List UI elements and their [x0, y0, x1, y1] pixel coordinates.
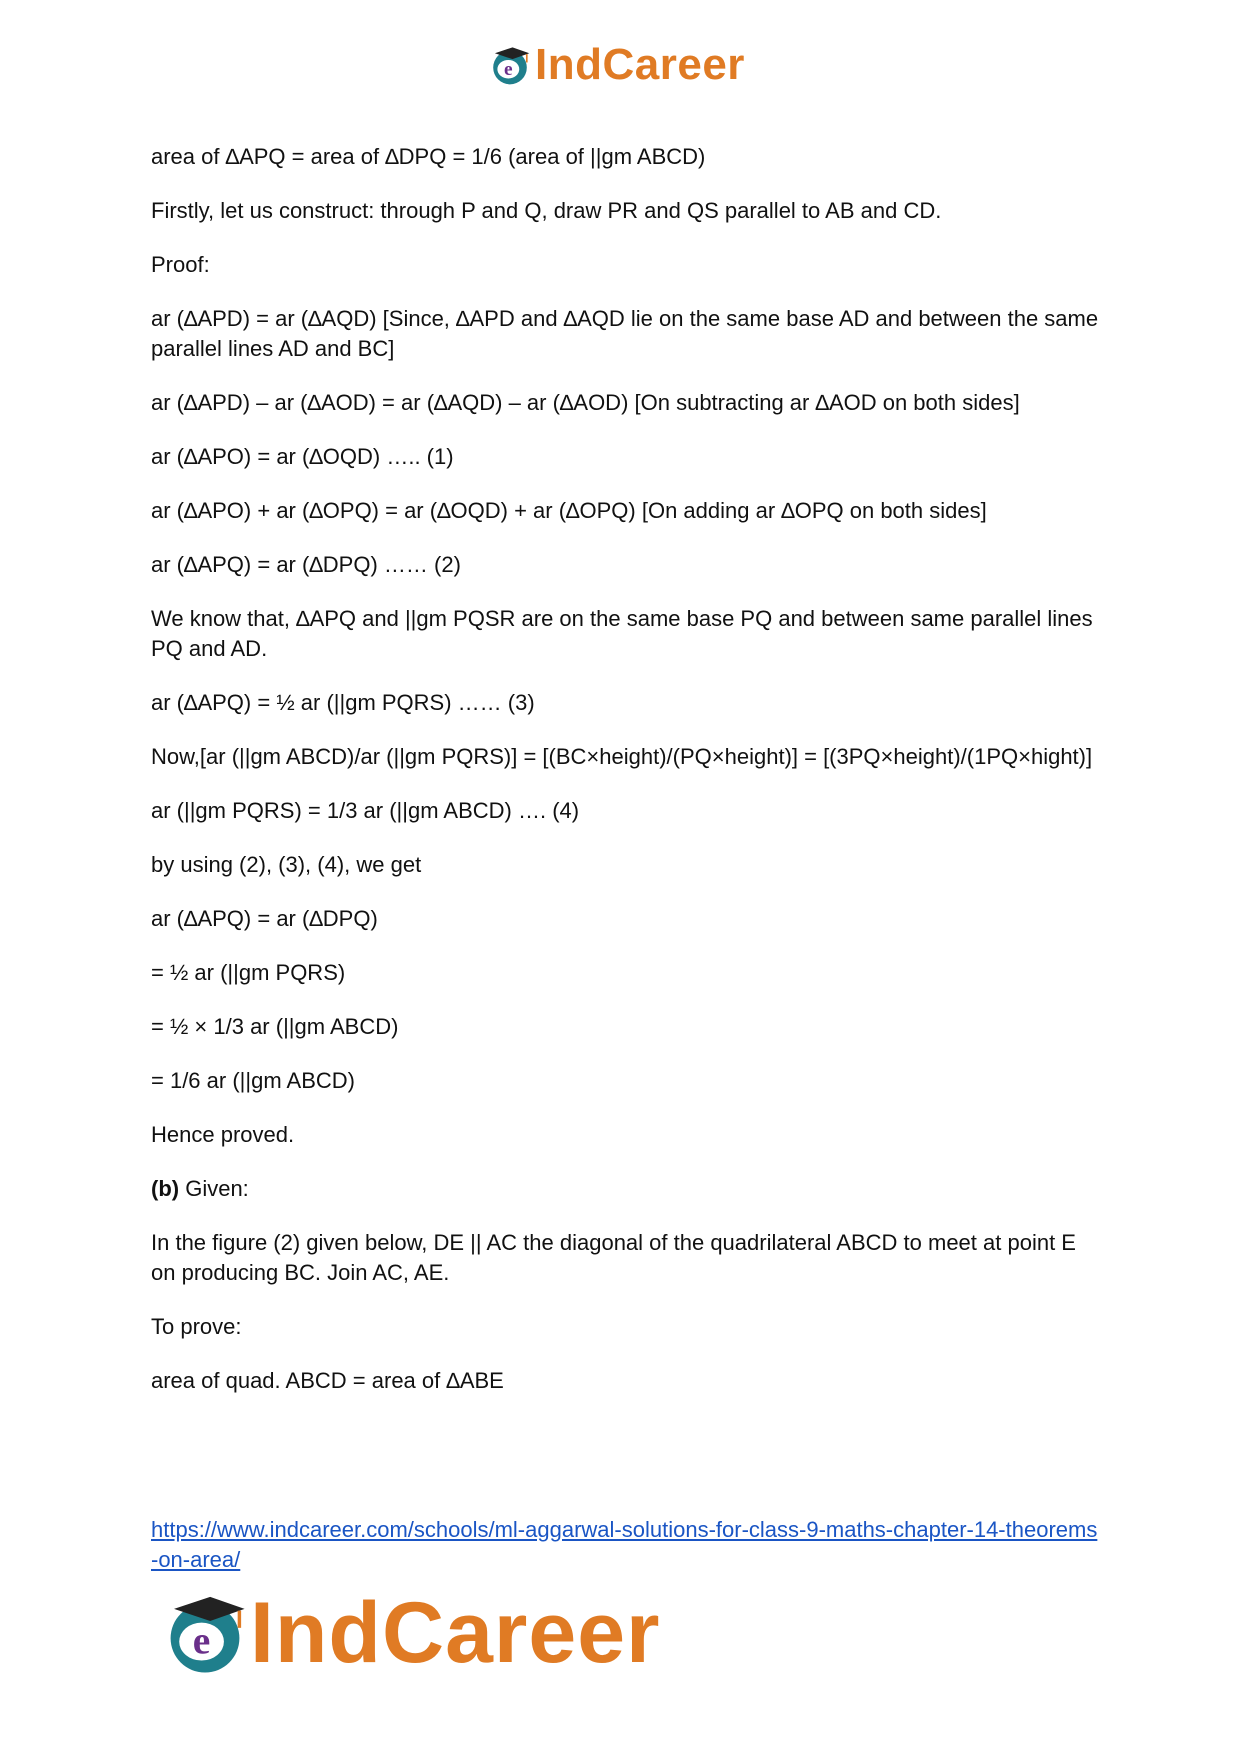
paragraph: = ½ × 1/3 ar (||gm ABCD) [151, 1014, 399, 1039]
paragraph: = ½ ar (||gm PQRS) [151, 960, 346, 985]
paragraph: Now,[ar (||gm ABCD)/ar (||gm PQRS)] = [(BC×height)/(PQ×height)] = [(3PQ×height)/(1PQ×hight)] [151, 744, 1093, 769]
footer-logo-text: IndCareer [250, 1585, 661, 1681]
header-logo [489, 40, 745, 90]
paragraph: We know that, ∆APQ and ||gm PQSR are on the same base PQ and between same parallel lines PQ and AD. [151, 606, 1093, 661]
header-logo-text: IndCareer [535, 40, 745, 89]
part-b-heading [151, 1174, 1101, 1204]
paragraph: ar (∆APO) + ar (∆OPQ) = ar (∆OQD) + ar (∆OPQ) [On adding ar ∆OPQ on both sides] [151, 498, 987, 523]
paragraph: ar (∆APQ) = ½ ar (||gm PQRS) …… (3) [151, 690, 535, 715]
svg-text:e: e [504, 59, 513, 81]
graduation-cap-icon [489, 44, 531, 86]
document-body [151, 142, 1101, 1396]
svg-text:e: e [192, 1618, 211, 1663]
source-link[interactable]: https://www.indcareer.com/schools/ml-aggarwal-solutions-for-class-9-maths-chapter-14-theorems-on-area/ [151, 1517, 1098, 1572]
paragraph: Hence proved. [151, 1122, 295, 1147]
paragraph: ar (∆APD) – ar (∆AOD) = ar (∆AQD) – ar (∆AOD) [On subtracting ar ∆AOD on both sides] [151, 390, 1020, 415]
paragraph: ar (||gm PQRS) = 1/3 ar (||gm ABCD) …. (4) [151, 798, 580, 823]
part-b-given: Given: [179, 1176, 249, 1201]
paragraph: Firstly, let us construct: through P and Q, draw PR and QS parallel to AB and CD. [151, 198, 942, 223]
paragraph: = 1/6 ar (||gm ABCD) [151, 1068, 355, 1093]
paragraph: by using (2), (3), (4), we get [151, 852, 422, 877]
paragraph: ar (∆APD) = ar (∆AQD) [Since, ∆APD and ∆AQD lie on the same base AD and between the same parallel lines AD and BC] [151, 306, 1099, 361]
paragraph: Proof: [151, 252, 210, 277]
footer-logo [162, 1585, 661, 1681]
paragraph: ar (∆APQ) = ar (∆DPQ) [151, 906, 378, 931]
paragraph: ar (∆APO) = ar (∆OQD) ….. (1) [151, 444, 454, 469]
part-b-label: (b) [151, 1176, 180, 1201]
paragraph: area of ∆APQ = area of ∆DPQ = 1/6 (area of ||gm ABCD) [151, 144, 706, 169]
part-b-claim: area of quad. ABCD = area of ∆ABE [151, 1368, 504, 1393]
part-b-to-prove: To prove: [151, 1314, 242, 1339]
paragraph: ar (∆APQ) = ar (∆DPQ) …… (2) [151, 552, 461, 577]
part-b-statement: In the figure (2) given below, DE || AC the diagonal of the quadrilateral ABCD to meet at point E on producing BC. Join AC, AE. [151, 1230, 1076, 1285]
graduation-cap-icon [162, 1590, 248, 1676]
